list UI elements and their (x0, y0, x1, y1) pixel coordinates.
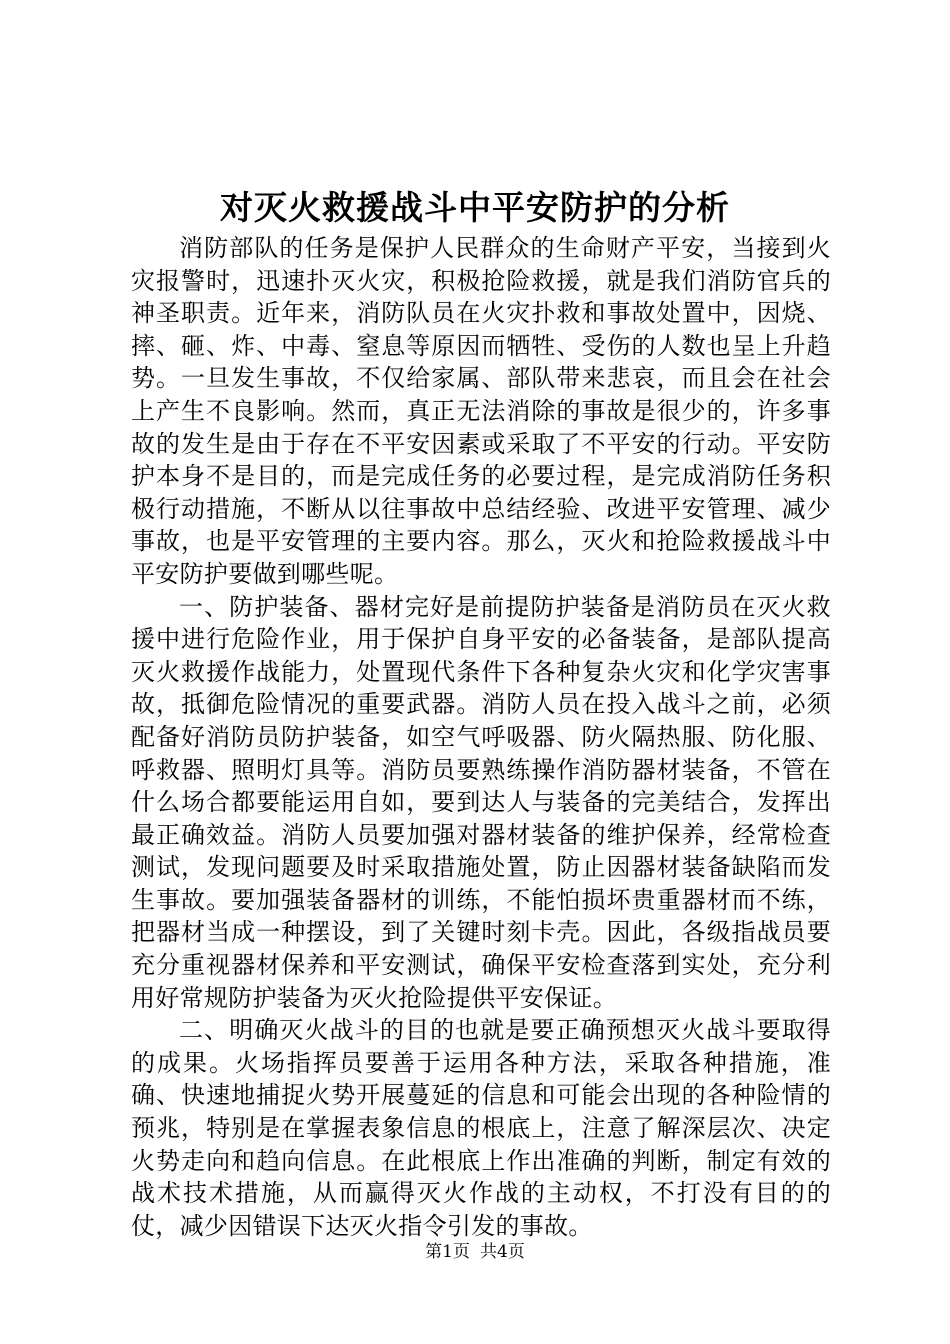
document-body (131, 232, 831, 1242)
paragraph-intro: 消防部队的任务是保护人民群众的生命财产平安，当接到火灾报警时，迅速扑灭火灾，积极抢险救援，就是我们消防官兵的神圣职责。近年来，消防队员在火灾扑救和事故处置中，因烧、摔、砸、炸、中毒、窒息等原因而牺牲、受伤的人数也呈上升趋势。一旦发生事故，不仅给家属、部队带来悲哀，而且会在社会上产生不良影响。然而，真正无法消除的事故是很少的，许多事故的发生是由于存在不平安因素或采取了不平安的行动。平安防护本身不是目的，而是完成任务的必要过程，是完成消防任务积极行动措施，不断从以往事故中总结经验、改进平安管理、减少事故，也是平安管理的主要内容。那么，灭火和抢险救援战斗中平安防护要做到哪些呢。 (131, 234, 831, 588)
document-title: 对灭火救援战斗中平安防护的分析 (220, 188, 730, 227)
paragraph-equipment: 一、防护装备、器材完好是前提防护装备是消防员在灭火救援中进行危险作业，用于保护自身平安的必备装备，是部队提高灭火救援作战能力，处置现代条件下各种复杂火灾和化学灾害事故，抵御危险情况的重要武器。消防人员在投入战斗之前，必须配备好消防员防护装备，如空气呼吸器、防火隔热服、防化服、呼救器、照明灯具等。消防员要熟练操作消防器材装备，不管在什么场合都要能运用自如，要到达人与装备的完美结合，发挥出最正确效益。消防人员要加强对器材装备的维护保养，经常检查测试，发现问题要及时采取措施处置，防止因器材装备缺陷而发生事故。要加强装备器材的训练，不能怕损坏贵重器材而不练，把器材当成一种摆设，到了关键时刻卡壳。因此，各级指战员要充分重视器材保养和平安测试，确保平安检查落到实处，充分利用好常规防护装备为灭火抢险提供平安保证。 (131, 592, 831, 1012)
paragraph-objective: 二、明确灭火战斗的目的也就是要正确预想灭火战斗要取得的成果。火场指挥员要善于运用各种方法，采取各种措施，准确、快速地捕捉火势开展蔓延的信息和可能会出现的各种险情的预兆，特别是在掌握表象信息的根底上，注意了解深层次、决定火势走向和趋向信息。在此根底上作出准确的判断，制定有效的战术技术措施，从而赢得灭火作战的主动权，不打没有目的的仗，减少因错误下达灭火指令引发的事故。 (131, 1016, 831, 1240)
page-number: 第1页 (425, 1242, 470, 1262)
page-total: 共4页 (480, 1242, 525, 1262)
page-footer (0, 1240, 950, 1264)
